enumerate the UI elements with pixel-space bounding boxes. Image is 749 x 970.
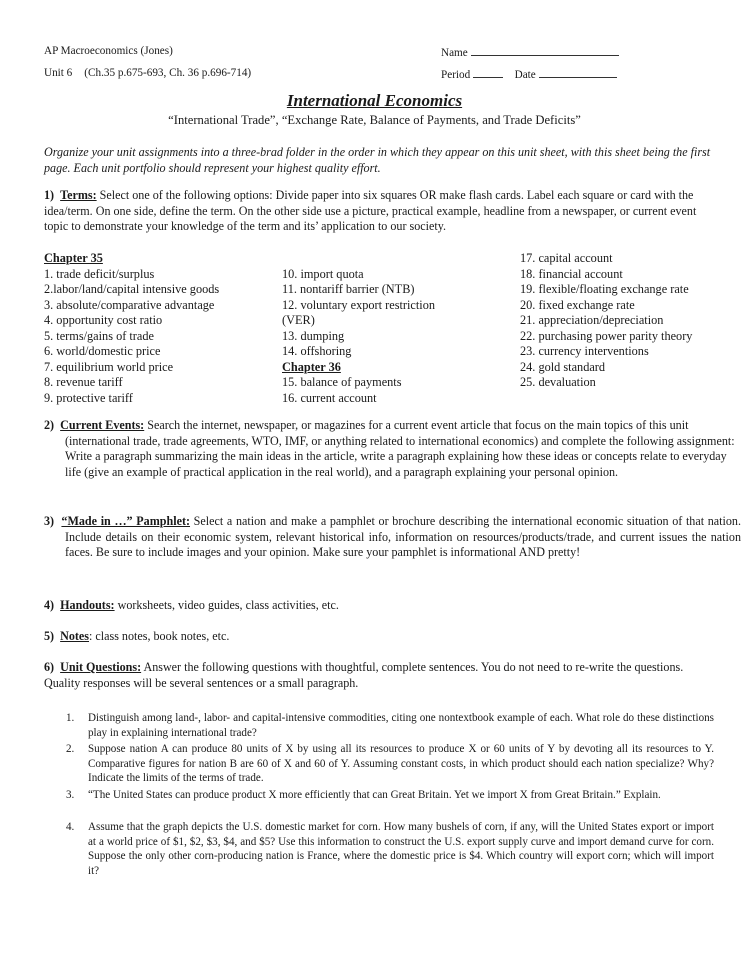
- date-label: Date: [514, 69, 536, 81]
- name-label: Name: [441, 47, 468, 59]
- term-item: 16. current account: [282, 390, 377, 405]
- section-terms: [44, 188, 720, 235]
- period-date-row: [441, 66, 617, 83]
- term-item: 21. appreciation/depreciation: [520, 313, 664, 327]
- question-number: 1.: [66, 712, 75, 724]
- section-text: Select a nation and make a pamphlet or brochure describing the international economic situation of that nation. Include details on their economic system, relevant historical info, information on resources/products/trade, and current issues the nation faces. Be sure to include images and your opinion. Make sure your pamphlet is informational AND pretty!: [65, 514, 742, 560]
- question-number: 2.: [66, 743, 75, 755]
- section-label: Unit Questions:: [60, 660, 142, 674]
- term-item: 19. flexible/floating exchange rate: [520, 282, 689, 296]
- section-current-events: [44, 418, 741, 480]
- chapter-36-heading: Chapter 36: [282, 359, 341, 374]
- term-item: 11. nontariff barrier (NTB): [282, 282, 415, 296]
- section-notes: [44, 629, 720, 645]
- term-item: 24. gold standard: [520, 359, 606, 374]
- term-item: 22. purchasing power parity theory: [520, 328, 693, 343]
- period-field[interactable]: [473, 66, 503, 78]
- terms-column-2: [282, 267, 435, 407]
- question-item: [66, 820, 714, 878]
- section-unit-questions: [44, 660, 720, 691]
- term-item: 3. absolute/comparative advantage: [44, 297, 215, 312]
- section-label: “Made in …” Pamphlet:: [61, 514, 191, 528]
- name-field-row: [441, 44, 619, 61]
- term-item: 9. protective tariff: [44, 390, 133, 405]
- section-label: Handouts:: [60, 598, 115, 612]
- section-number: 3): [44, 514, 55, 528]
- question-text: Distinguish among land-, labor- and capital-intensive commodities, citing one nontextbook example of each. What role do these distinctions play in explaining international trade?: [88, 712, 714, 739]
- document-title: International Economics: [286, 91, 463, 110]
- section-number: 2): [44, 418, 55, 432]
- terms-column-1: [44, 251, 219, 406]
- term-item: 14. offshoring: [282, 344, 352, 358]
- section-text: Answer the following questions with thoughtful, complete sentences. You do not need to re-write the questions. Quality responses will be several sentences or a small paragraph.: [44, 660, 684, 690]
- question-item: [66, 788, 714, 803]
- section-number: 1): [44, 188, 55, 202]
- section-text: worksheets, video guides, class activities, etc.: [114, 598, 339, 612]
- term-item: 10. import quota: [282, 266, 364, 281]
- question-text: Assume that the graph depicts the U.S. domestic market for corn. How many bushels of corn, if any, will the United States export or import at a world price of $1, $2, $3, $4, and $5? Use this information to construct the U.S. export supply curve and import demand curve for corn. Suppose the only other corn-producing nation is France, where the domestic price is $4. Which country will export corn; which will import it?: [88, 821, 714, 877]
- term-item: 15. balance of payments: [282, 375, 402, 389]
- section-text: Search the internet, newspaper, or magazines for a current event article that focus on the main topics of this unit (international trade, trade agreements, WTO, IMF, or anything related to international economics) and complete the following assignment: Write a paragraph summarizing the main ideas in the article, write a paragraph explaining how these ideas or concepts relate to everyday life (give an example of practical application in the real world), and a paragraph explaining your personal opinion.: [65, 418, 735, 479]
- term-item: 7. equilibrium world price: [44, 359, 174, 374]
- term-item: 20. fixed exchange rate: [520, 297, 635, 312]
- section-label: Current Events:: [60, 418, 145, 432]
- unit-info: [44, 66, 251, 81]
- unit-label: Unit 6: [44, 67, 73, 79]
- section-pamphlet: [44, 514, 741, 561]
- period-label: Period: [441, 69, 471, 81]
- term-item: 23. currency interventions: [520, 344, 649, 358]
- term-item: 18. financial account: [520, 266, 623, 281]
- term-item: 13. dumping: [282, 328, 345, 343]
- section-number: 5): [44, 629, 55, 643]
- section-number: 6): [44, 660, 55, 674]
- question-number: 4.: [66, 821, 75, 833]
- section-label: Notes: [60, 629, 90, 643]
- question-text: Suppose nation A can produce 80 units of X by using all its resources to produce X or 60 units of Y by devoting all its resources to Y. Comparative figures for nation B are 60 of X and 60 of Y. Assuming constant costs, in which product should each nation specialize? Why? Indicate the limits of the terms of trade.: [88, 743, 714, 784]
- term-item: (VER): [282, 313, 315, 327]
- section-text: Select one of the following options: Divide paper into six squares OR make flash cards. Label each square or card with the idea/term. On one side, define the term. On the other side use a picture, practical example, headline from a newspaper, or current event topic to demonstrate your knowledge of the term and its’ application to our society.: [44, 188, 697, 234]
- question-number: 3.: [66, 789, 75, 801]
- section-number: 4): [44, 598, 55, 612]
- section-handouts: [44, 598, 720, 614]
- term-item: 6. world/domestic price: [44, 344, 161, 358]
- date-field[interactable]: [539, 66, 617, 78]
- intro-instructions: Organize your unit assignments into a three-brad folder in the order in which they appear on this unit sheet, with this sheet being the first page. Each unit portfolio should represent your highest quality effort.: [44, 145, 711, 175]
- name-field[interactable]: [471, 44, 619, 56]
- chapter-pages: (Ch.35 p.675-693, Ch. 36 p.696-714): [84, 67, 252, 79]
- document-subtitle: “International Trade”, “Exchange Rate, Balance of Payments, and Trade Deficits”: [168, 113, 581, 127]
- term-item: 2.labor/land/capital intensive goods: [44, 282, 220, 296]
- term-item: 5. terms/gains of trade: [44, 328, 154, 343]
- term-item: 4. opportunity cost ratio: [44, 313, 163, 327]
- term-item: 25. devaluation: [520, 375, 596, 389]
- term-item: 1. trade deficit/surplus: [44, 266, 155, 281]
- question-item: [66, 711, 714, 740]
- chapter-35-heading: Chapter 35: [44, 251, 103, 265]
- term-item: 17. capital account: [520, 251, 613, 265]
- course-title: AP Macroeconomics (Jones): [44, 45, 173, 57]
- terms-column-3: [520, 251, 692, 391]
- question-text: “The United States can produce product X more efficiently that can Great Britain. Yet we import X from Great Britain.” Explain.: [88, 789, 661, 801]
- question-item: [66, 742, 714, 786]
- term-item: 8. revenue tariff: [44, 375, 123, 389]
- section-text: : class notes, book notes, etc.: [89, 629, 230, 643]
- section-label: Terms:: [60, 188, 97, 202]
- term-item: 12. voluntary export restriction: [282, 297, 435, 312]
